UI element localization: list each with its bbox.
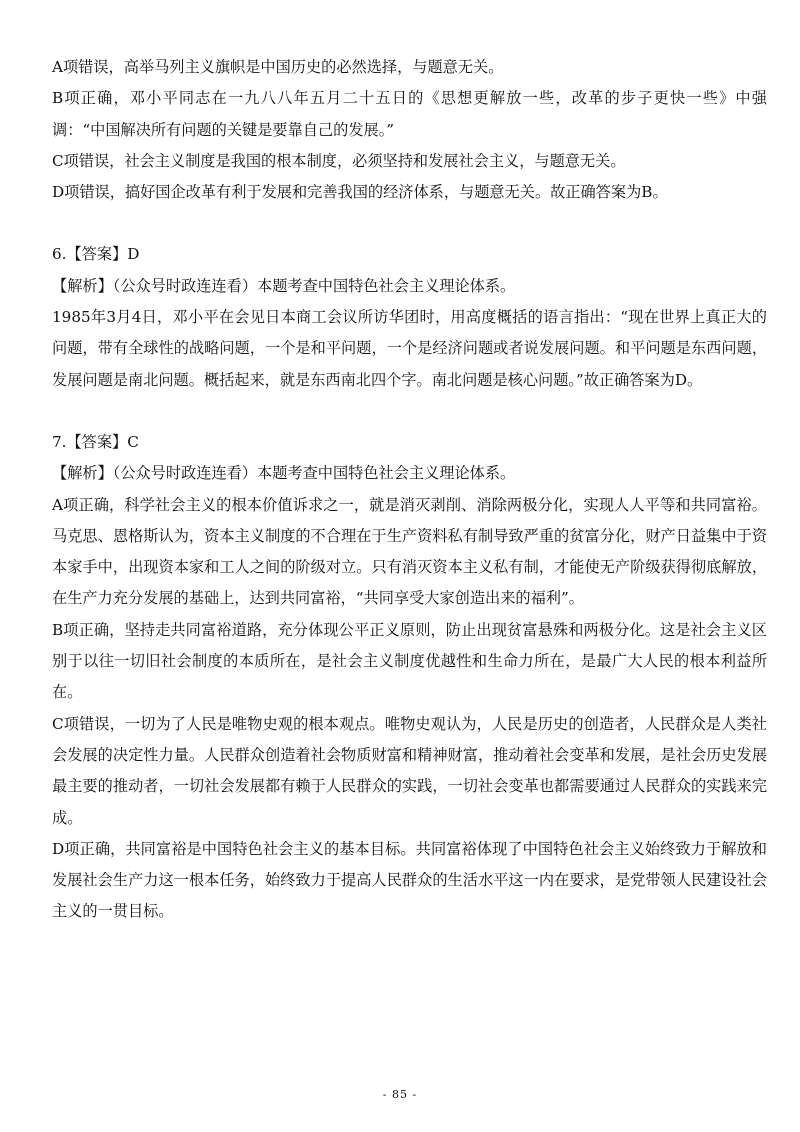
- option-b-explanation: B项正确，邓小平同志在一九八八年五月二十五日的《思想更解放一些，改革的步子更快一些》中强调：“中国解决所有问题的关键是要靠自己的发展。”: [52, 89, 767, 139]
- q7-answer: 7.【答案】C: [52, 432, 139, 451]
- page-number: - 85 -: [382, 1088, 418, 1101]
- option-c-explanation: C项错误，社会主义制度是我国的根本制度，必须坚持和发展社会主义，与题意无关。: [52, 151, 626, 170]
- q7-option-a: A项正确，科学社会主义的根本价值诉求之一，就是消灭剥削、消除两极分化，实现人人平等和共同富裕。马克思、恩格斯认为，资本主义制度的不合理在于生产资料私有制导致严重的贫富分化，财产日益集中于资本家手中，出现资本家和工人之间的阶级对立。只有消灭资本主义私有制，才能使无产阶级获得彻底解放，在生产力充分发展的基础上，达到共同富裕，“共同享受大家创造出来的福利”。: [52, 495, 767, 608]
- q7-analysis-heading: 【解析】（公众号时政连连看）本题考查中国特色社会主义理论体系。: [52, 464, 516, 483]
- q6-analysis-heading: 【解析】（公众号时政连连看）本题考查中国特色社会主义理论体系。: [52, 276, 516, 295]
- q6-analysis-body: 1985年3月4日，邓小平在会见日本商工会议所访华团时，用高度概括的语言指出：“现在世界上真正大的问题，带有全球性的战略问题，一个是和平问题，一个是经济问题或者说发展问题。和平问题是东西问题，发展问题是南北问题。概括起来，就是东西南北四个字。南北问题是核心问题。”故正确答案为D。: [52, 308, 767, 389]
- q6-answer: 6.【答案】D: [52, 245, 140, 264]
- section-gap: [52, 208, 767, 239]
- document-page: [52, 52, 767, 928]
- option-d-explanation: D项错误，搞好国企改革有利于发展和完善我国的经济体系，与题意无关。故正确答案为B。: [52, 183, 668, 202]
- option-a-explanation: A项错误，高举马列主义旗帜是中国历史的必然选择，与题意无关。: [52, 58, 504, 76]
- q7-option-b: B项正确，坚持走共同富裕道路，充分体现公平正义原则，防止出现贫富悬殊和两极分化。这是社会主义区别于以往一切旧社会制度的本质所在，是社会主义制度优越性和生命力所在，是最广大人民的根本利益所在。: [52, 620, 767, 702]
- section-gap: [52, 396, 767, 427]
- q7-option-d: D项正确，共同富裕是中国特色社会主义的基本目标。共同富裕体现了中国特色社会主义始终致力于解放和发展社会生产力这一根本任务，始终致力于提高人民群众的生活水平这一内在要求，是党带领人民建设社会主义的一贯目标。: [52, 839, 767, 921]
- q7-option-c: C项错误，一切为了人民是唯物史观的根本观点。唯物史观认为，人民是历史的创造者，人民群众是人类社会发展的决定性力量。人民群众创造着社会物质财富和精神财富，推动着社会变革和发展，是社会历史发展最主要的推动者，一切社会发展都有赖于人民群众的实践，一切社会变革也都需要通过人民群众的实践来完成。: [52, 714, 767, 827]
